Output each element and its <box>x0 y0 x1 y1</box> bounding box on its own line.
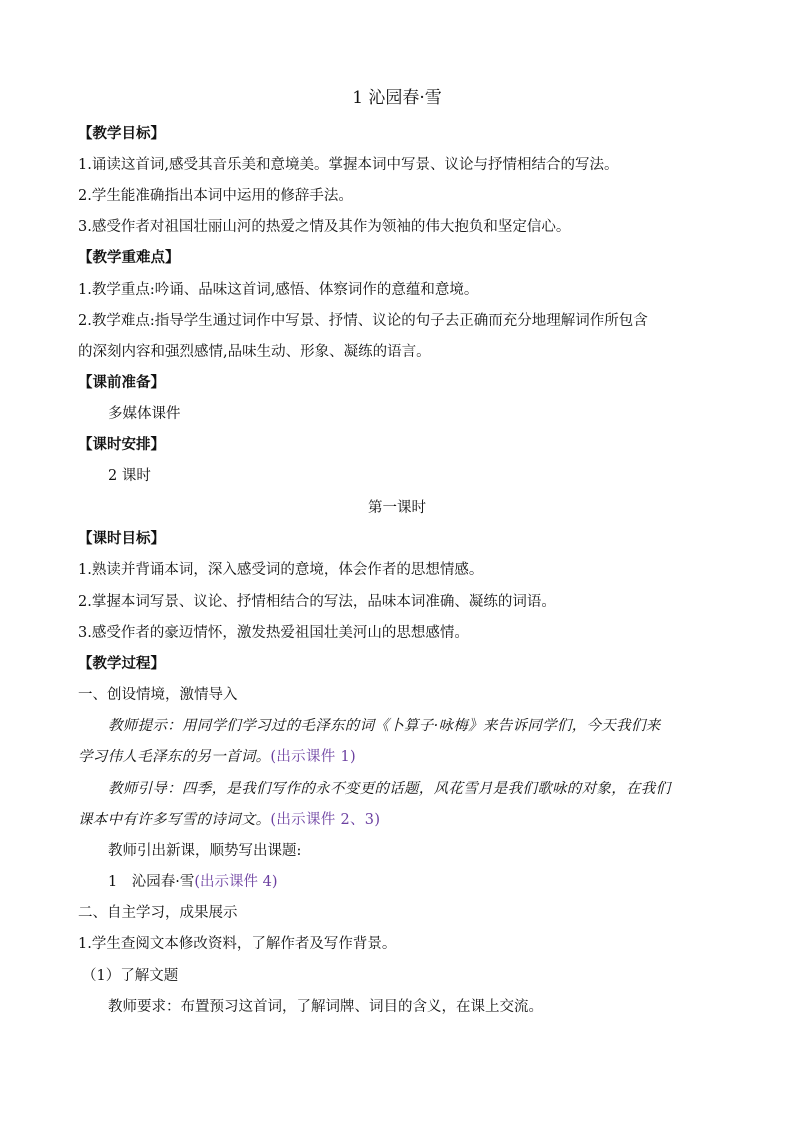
teacher-intro: 教师引出新课，顺势写出课题: <box>108 843 302 859</box>
course-title-line <box>108 872 758 892</box>
key-point-2-line1: 2.教学难点:指导学生通过词作中写景、抒情、议论的句子去正确而充分地理解词作所包含 <box>78 313 648 329</box>
teacher-requirement: 教师要求：布置预习这首词，了解词牌、词目的含义，在课上交流。 <box>108 999 543 1015</box>
teaching-goal-1: 1.诵读这首词,感受其音乐美和意境美。掌握本词中写景、议论与抒情相结合的写法。 <box>78 157 619 173</box>
preparation-content: 多媒体课件 <box>108 406 181 422</box>
lesson-goal-1: 1.熟读并背诵本词，深入感受词的意境，体会作者的思想情感。 <box>78 562 484 578</box>
teacher-guide-line1: 教师引导：四季，是我们写作的永不变更的话题，风花雪月是我们歌咏的对象，在我们 <box>108 781 671 797</box>
process-heading: 【教学过程】 <box>78 655 165 672</box>
process-section-1: 一、创设情境，激情导入 <box>78 687 238 703</box>
first-lesson-title: 第一课时 <box>368 500 426 516</box>
teaching-goals-heading: 【教学目标】 <box>78 125 165 142</box>
course-title: 1 沁园春·雪 <box>108 874 195 890</box>
teacher-tip-text: 学习伟人毛泽东的另一首词。 <box>78 749 271 765</box>
teacher-guide-line2 <box>78 810 728 830</box>
key-point-1: 1.教学重点:吟诵、品味这首词,感悟、体察词作的意蕴和意境。 <box>78 282 479 298</box>
teacher-guide-text: 课本中有许多写雪的诗词文。 <box>78 812 271 828</box>
study-step-1: 1.学生查阅文本修改资料，了解作者及写作背景。 <box>78 936 397 952</box>
key-point-2-line2: 的深刻内容和强烈感情,品味生动、形象、凝练的语言。 <box>78 344 431 360</box>
preparation-heading: 【课前准备】 <box>78 374 165 391</box>
teacher-tip-line2 <box>78 747 728 767</box>
lesson-goals-heading: 【课时目标】 <box>78 530 165 547</box>
teacher-tip-line1: 教师提示：用同学们学习过的毛泽东的词《卜算子·咏梅》来告诉同学们，今天我们来 <box>108 718 661 734</box>
study-step-1-sub: （1）了解文题 <box>82 968 179 984</box>
process-section-2: 二、自主学习，成果展示 <box>78 905 238 921</box>
courseware-note-2: (出示课件 2、3) <box>270 812 381 828</box>
schedule-heading: 【课时安排】 <box>78 436 165 453</box>
lesson-goal-3: 3.感受作者的豪迈情怀，激发热爱祖国壮美河山的思想感情。 <box>78 625 469 641</box>
teaching-goal-3: 3.感受作者对祖国壮丽山河的热爱之情及其作为领袖的伟大抱负和坚定信心。 <box>78 219 571 235</box>
lesson-goal-2: 2.掌握本词写景、议论、抒情相结合的写法，品味本词准确、凝练的词语。 <box>78 594 556 610</box>
schedule-content: 2 课时 <box>108 468 151 484</box>
teaching-goal-2: 2.学生能准确指出本词中运用的修辞手法。 <box>78 188 353 204</box>
document-title: 1 沁园春·雪 <box>352 88 442 108</box>
courseware-note-1: (出示课件 1) <box>270 749 356 765</box>
key-points-heading: 【教学重难点】 <box>78 249 180 266</box>
courseware-note-3: (出示课件 4) <box>194 874 278 890</box>
